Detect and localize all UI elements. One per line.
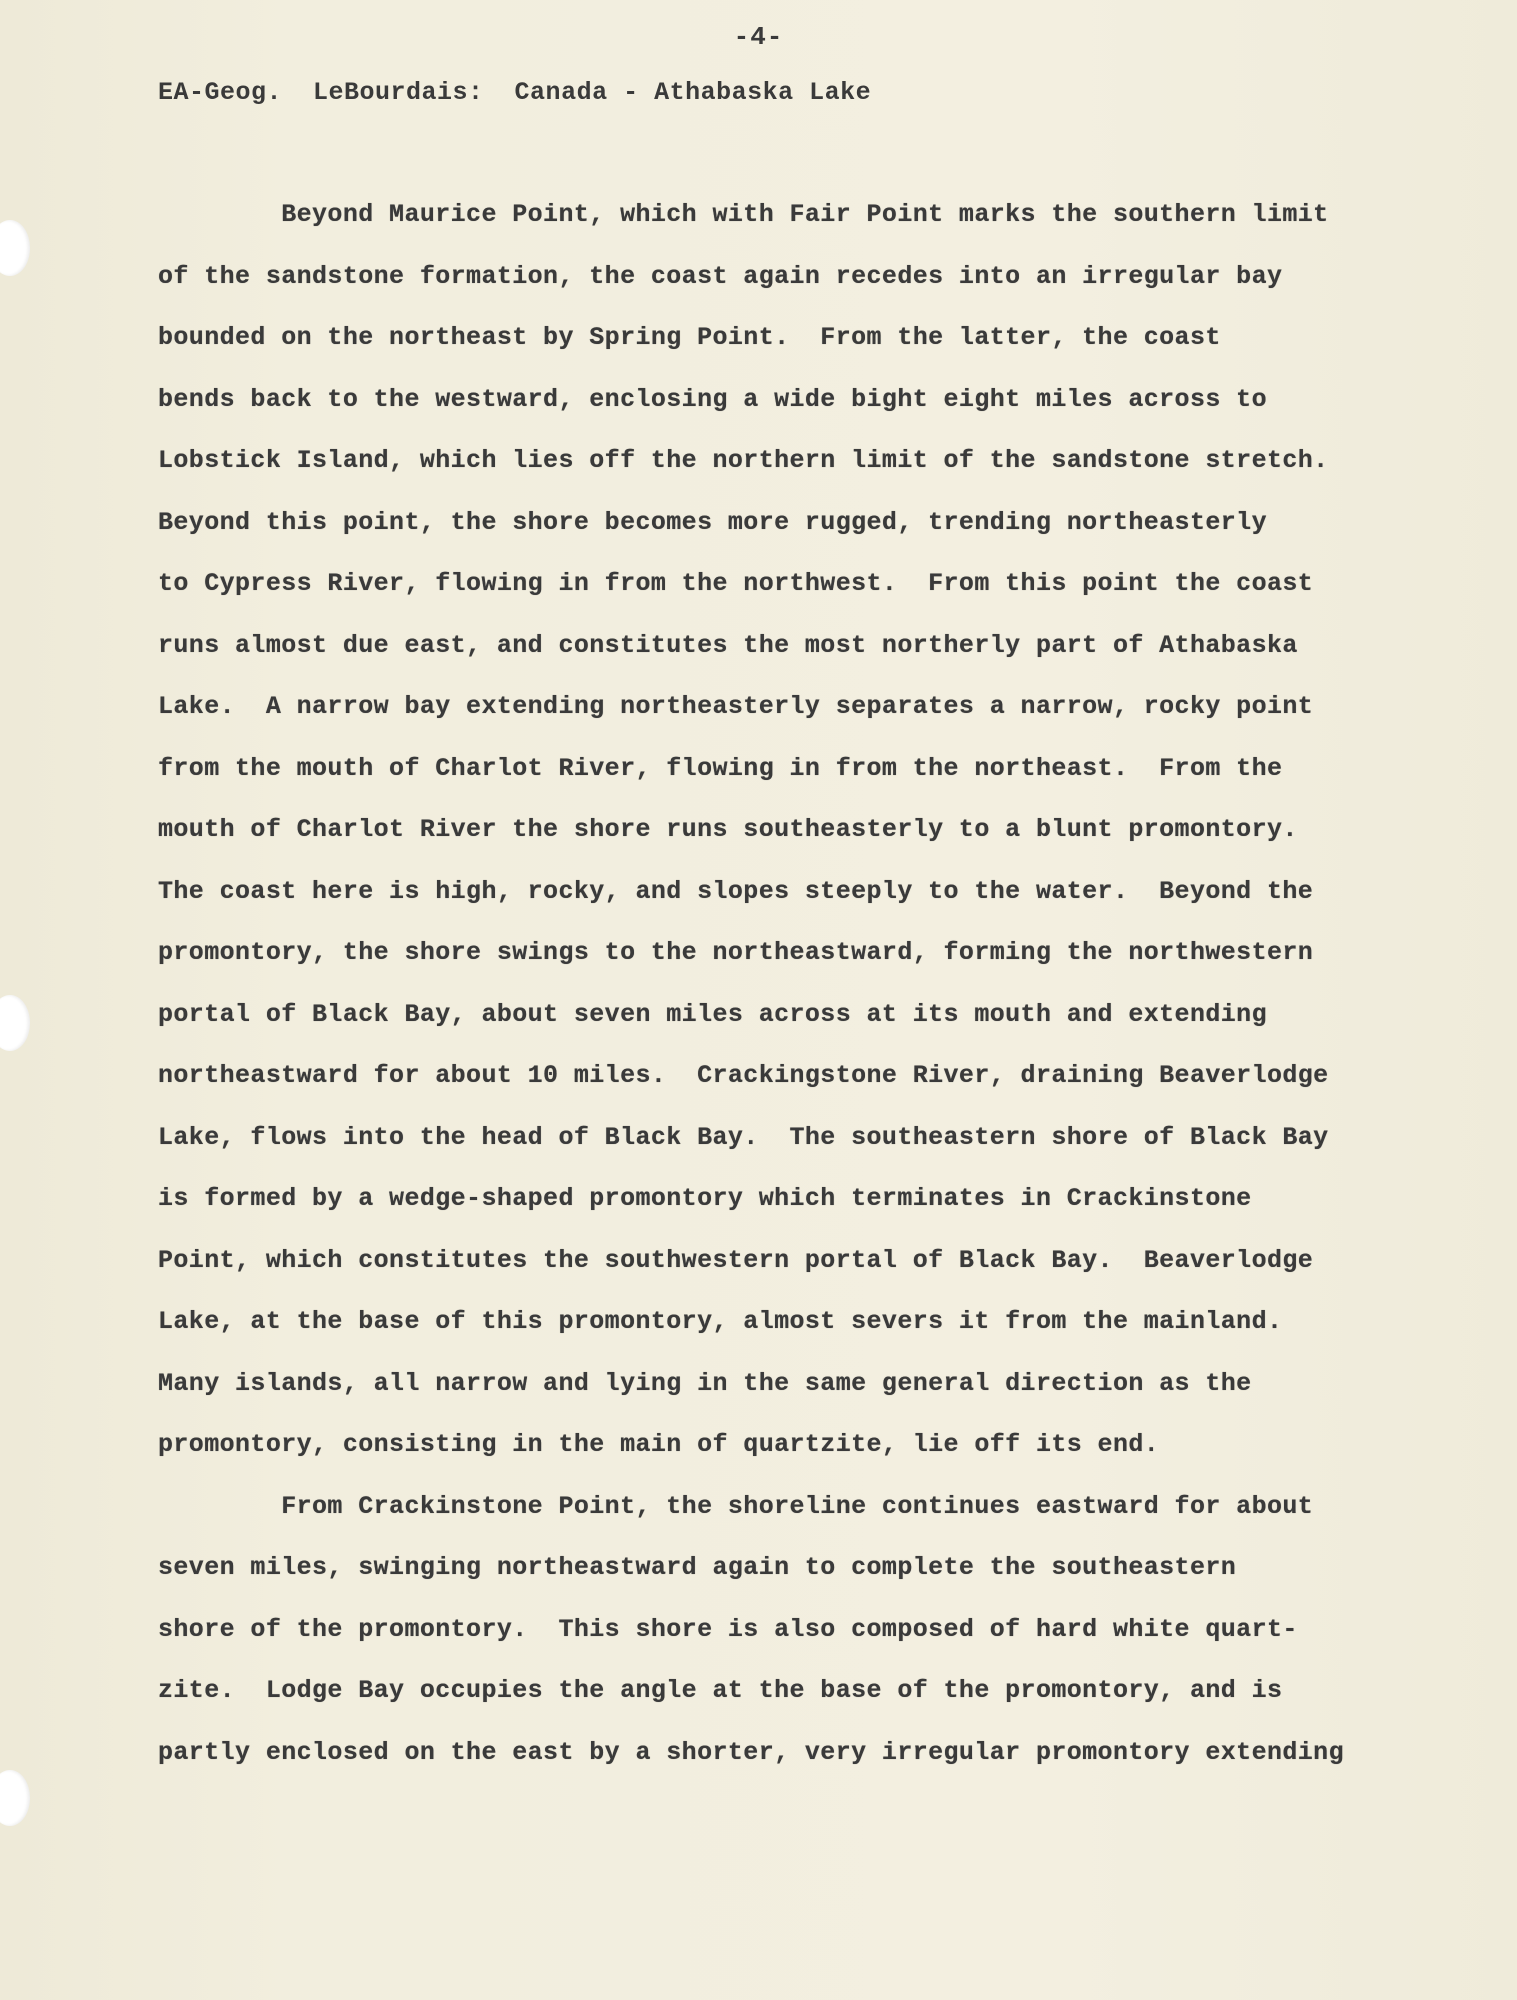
page-number: -4- xyxy=(733,22,784,52)
text-line: Beyond Maurice Point, which with Fair Point marks the southern limit xyxy=(158,200,1329,229)
text-line: mouth of Charlot River the shore runs southeasterly to a blunt promontory. xyxy=(158,815,1298,844)
text-line: of the sandstone formation, the coast again recedes into an irregular bay xyxy=(158,261,1283,291)
text-line: From Crackinstone Point, the shoreline continues eastward for about xyxy=(158,1491,1314,1521)
text-line: promontory, the shore swings to the northeastward, forming the northwestern xyxy=(158,938,1314,967)
text-line: runs almost due east, and constitutes the most northerly part of Athabaska xyxy=(158,630,1298,660)
text-line: Beyond this point, the shore becomes more rugged, trending northeasterly xyxy=(158,507,1267,537)
text-line: northeastward for about 10 miles. Crackingstone River, draining Beaverlodge xyxy=(158,1061,1329,1090)
text-line: seven miles, swinging northeastward again to complete the southeastern xyxy=(158,1553,1237,1582)
text-line: to Cypress River, flowing in from the northwest. From this point the coast xyxy=(158,569,1314,598)
text-line: zite. Lodge Bay occupies the angle at the base of the promontory, and is xyxy=(158,1676,1283,1705)
text-line: bounded on the northeast by Spring Point. From the latter, the coast xyxy=(158,323,1221,352)
punch-hole-top xyxy=(0,220,30,276)
text-line: Lake, at the base of this promontory, almost severs it from the mainland. xyxy=(158,1307,1283,1336)
text-line: partly enclosed on the east by a shorter, very irregular promontory extending xyxy=(158,1737,1344,1767)
text-line: shore of the promontory. This shore is also composed of hard white quart- xyxy=(158,1614,1298,1644)
text-line: is formed by a wedge-shaped promontory which terminates in Crackinstone xyxy=(158,1184,1252,1213)
text-line: Lake. A narrow bay extending northeasterly separates a narrow, rocky point xyxy=(158,692,1314,721)
text-line: Lake, flows into the head of Black Bay. The southeastern shore of Black Bay xyxy=(158,1122,1329,1152)
text-line: portal of Black Bay, about seven miles across at its mouth and extending xyxy=(158,999,1267,1029)
text-line: Point, which constitutes the southwestern portal of Black Bay. Beaverlodge xyxy=(158,1245,1314,1275)
document-header: EA-Geog. LeBourdais: Canada - Athabaska Lake xyxy=(158,78,872,107)
punch-hole-middle xyxy=(0,995,30,1051)
text-line: bends back to the westward, enclosing a wide bight eight miles across to xyxy=(158,384,1267,414)
punch-hole-bottom xyxy=(0,1770,30,1826)
text-line: from the mouth of Charlot River, flowing in from the northeast. From the xyxy=(158,753,1283,783)
text-line: Lobstick Island, which lies off the northern limit of the sandstone stretch. xyxy=(158,446,1329,475)
body-text xyxy=(158,200,1344,1799)
text-line: promontory, consisting in the main of quartzite, lie off its end. xyxy=(158,1430,1160,1459)
text-line: Many islands, all narrow and lying in the same general direction as the xyxy=(158,1368,1252,1398)
text-line: The coast here is high, rocky, and slopes steeply to the water. Beyond the xyxy=(158,876,1314,906)
